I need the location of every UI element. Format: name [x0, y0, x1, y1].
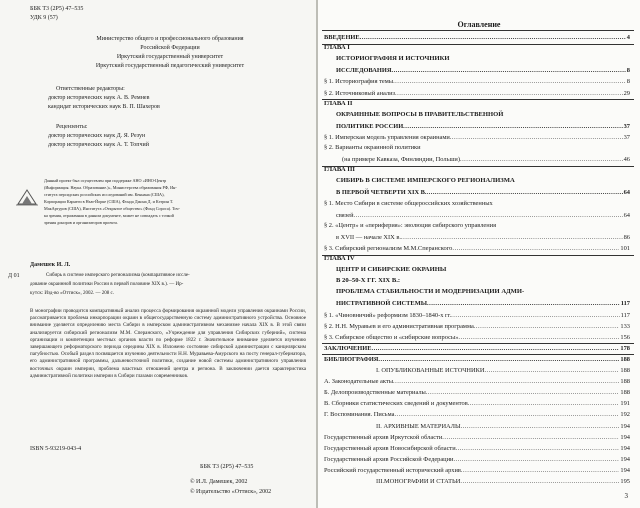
toc-entry-label: § 1. Историография темы [324, 78, 394, 86]
toc-entry-label: В ПЕРВОЙ ЧЕТВЕРТИ XIX В. [336, 189, 427, 197]
catalog-code: Д 01 [8, 273, 20, 279]
copyright-author: © И.Л. Дамешек, 2002 [190, 479, 248, 485]
toc-entry-label: в XVII — начале XIX в. [336, 233, 401, 241]
toc-entry-page: 4 [626, 34, 630, 41]
toc-rule [322, 99, 634, 100]
toc-rule [322, 166, 634, 167]
toc-heading: ЦЕНТР И СИБИРСКИЕ ОКРАИНЫ [336, 266, 447, 274]
toc-entry-page: 188 [620, 378, 630, 386]
toc-entry[interactable] [336, 299, 630, 308]
toc-entry[interactable] [324, 399, 630, 408]
right-page [318, 0, 640, 508]
abstract-text: В монографии проводится компаративный анализ процесса формирования окраинной модели управления окраинами России, рассматривается проблема инкорпорации окраин в общегосударственную систему административного устройства. Основное внимание уделяется определению места Сибири в имперском административном механизме начала XIX в. В этой связи анализируется сибирский регионализм М.М. Сперанского, «Учреждение для управления Сибирских губерний», система организации и компетенции местных органов власти по реформе 1822 г. Значительное внимание уделяется изучению завершающего реформаторского периода середины XIX в. Изложено состояние сибирской администрации с канцелярским пагубностью. Особый раздел посвящается изучению деятельности Н.Н. Муравьева-Амурского на посту генерал-губернатора, его административной программы, дальневосточной политики, создание новой системы административного управления восточных окраин империи, проблема властных отношений центра и региона. В заключении дается характеристика административной политики империи в Сибири глазами современников. [30, 308, 306, 379]
toc-leader-dots [456, 444, 620, 453]
toc-leader-dots [453, 455, 619, 464]
toc-entry-label: Государственный архив Российской Федерации [324, 455, 454, 463]
publisher-logo-icon [16, 188, 38, 206]
toc-rule [322, 44, 634, 45]
toc-entry[interactable] [336, 211, 630, 220]
editors-label: Ответственные редакторы: [56, 86, 125, 92]
toc-entry[interactable] [324, 377, 630, 386]
toc-entry-page: 156 [620, 333, 630, 341]
toc-entry[interactable] [324, 355, 630, 364]
isbn: ISBN 5-93219-043-4 [30, 446, 82, 452]
toc-entry-page: 37 [623, 122, 630, 130]
toc-leader-dots [484, 366, 619, 375]
toc-entry-label: ВВЕДЕНИЕ [324, 34, 360, 41]
toc-entry[interactable] [324, 89, 630, 98]
institution-line-3: Иркутский государственный университет [116, 54, 224, 60]
toc-heading: ГЛАВА IV [324, 255, 355, 262]
toc-entry-label: А. Законодательные акты [324, 378, 394, 386]
toc-entry[interactable] [336, 66, 630, 75]
toc-entry-page: 191 [620, 400, 630, 408]
toc-leader-dots [468, 399, 620, 408]
grant-note-1: Данный проект был осуществлен при поддержке АНО «ИНО-Центр [44, 178, 167, 183]
toc-heading: § 2. «Центр» и «периферия»: эволюция сибирского управления [324, 221, 497, 229]
toc-rule [322, 343, 634, 344]
toc-leader-dots [403, 122, 622, 131]
toc-entry-label: (на примере Кавказа, Финляндии, Польши) [342, 156, 460, 164]
author-name: Дамешек И. Л. [30, 262, 71, 268]
editor-2: кандидат исторических наук В. П. Шахеров [48, 104, 160, 110]
toc-entry-page: 194 [620, 466, 630, 474]
toc-entry-page: 195 [620, 478, 630, 485]
institution-line-4: Иркутский государственный педагогический университет [95, 63, 245, 69]
toc-heading: ГЛАВА III [324, 166, 355, 174]
toc-heading: § 1. Место Сибири в системе общероссийских хозяйственных [324, 199, 493, 207]
toc-entry-label: Государственный архив Новосибирской области [324, 444, 456, 452]
reviewer-2: доктор исторических наук А. Т. Топчий [48, 142, 149, 148]
toc-entry[interactable] [324, 311, 630, 320]
toc-entry-label: связей [336, 211, 354, 219]
toc-leader-dots [460, 155, 623, 164]
toc-leader-dots [452, 244, 619, 253]
toc-leader-dots [391, 66, 625, 75]
toc-entry-page: 86 [623, 233, 630, 241]
toc-entry-page: 117 [620, 311, 630, 319]
toc-leader-dots [458, 333, 619, 342]
toc-entry[interactable] [336, 122, 630, 131]
toc-heading: В 20–50-Х ГГ. XIX В.: [336, 277, 401, 285]
toc-entry[interactable] [324, 133, 630, 142]
grant-note-3: ститута персидских российских исследований им. Кеннана (США), [44, 192, 165, 197]
toc-leader-dots [474, 322, 620, 331]
toc-entry-page: 8 [626, 67, 630, 75]
toc-entry[interactable] [324, 410, 630, 419]
toc-entry-label: § 1. Имперская модель управления окраинами [324, 133, 450, 141]
toc-entry-label: § 3. Сибирский регионализм М.М.Сперанского [324, 244, 453, 252]
toc-entry-label: § 3. Сибирское общество и «сибирские вопросы» [324, 333, 459, 341]
toc-leader-dots [401, 233, 623, 242]
toc-entry[interactable] [324, 33, 630, 42]
toc-title: Оглавление [457, 20, 501, 29]
toc-entry-page: 64 [623, 189, 630, 197]
toc-rule [322, 255, 634, 256]
toc-entry-label: Б. Делопроизводственные материалы [324, 389, 426, 397]
toc-entry-page: 194 [620, 455, 630, 463]
toc-heading: § 2. Варианты окраинной политики [324, 144, 421, 151]
toc-leader-dots [461, 422, 620, 431]
toc-entry-label: § 1. «Чиновничий» реформизм 1830–1840-х гг. [324, 311, 452, 319]
toc-leader-dots [378, 355, 619, 364]
toc-heading: ОКРАИННЫЕ ВОПРОСЫ В ПРАВИТЕЛЬСТВЕННОЙ [336, 110, 504, 118]
toc-leader-dots [393, 377, 619, 386]
toc-entry-page: 8 [626, 78, 630, 86]
toc-entry-page: 117 [620, 300, 630, 308]
copyright-publisher: © Издательство «Оттиск», 2002 [190, 489, 272, 495]
toc-leader-dots [461, 466, 619, 475]
toc-entry-label: II. АРХИВНЫЕ МАТЕРИАЛЫ [376, 422, 461, 430]
grant-note-6: ка зрения, отраженная в данном документе, может не совпадать с точкой [44, 213, 174, 218]
toc-heading: СИБИРЬ В СИСТЕМЕ ИМПЕРСКОГО РЕГИОНАЛИЗМА [336, 177, 515, 185]
toc-leader-dots [354, 211, 623, 220]
toc-heading: ПРОБЛЕМА СТАБИЛЬНОСТИ И МОДЕРНИЗАЦИИ АДМИ- [336, 288, 525, 296]
citation-line-1: Сибирь в системе имперского регионализма (компаративное иссле- [46, 273, 190, 278]
editor-1: доктор исторических наук А. В. Ремнев [48, 95, 150, 101]
toc-entry-page: 192 [620, 411, 630, 419]
toc-leader-dots [426, 388, 620, 397]
toc-entry[interactable] [336, 188, 630, 197]
toc-entry-page: 188 [620, 355, 630, 363]
reviewer-1: доктор исторических наук Д. Я. Резун [48, 133, 146, 139]
toc-entry-label: ЗАКЛЮЧЕНИЕ [324, 344, 372, 352]
toc-entry[interactable] [376, 477, 630, 486]
toc-entry[interactable] [324, 455, 630, 464]
toc-entry-page: 194 [620, 444, 630, 452]
toc-top-rule [322, 30, 634, 31]
bbk-code: ББК Т3 (2Р5) 47–535 [30, 6, 84, 12]
toc-leader-dots [394, 410, 619, 419]
toc-entry[interactable] [336, 233, 630, 242]
toc-entry-page: 101 [620, 244, 630, 252]
toc-entry[interactable] [324, 333, 630, 342]
institution-line-2: Российской Федерации [140, 45, 200, 51]
toc-leader-dots [450, 133, 623, 142]
toc-entry-label: БИБЛИОГРАФИЯ [324, 355, 379, 363]
toc-entry-label: ИССЛЕДОВАНИЯ [336, 67, 392, 75]
toc-entry-page: 178 [620, 344, 630, 352]
toc-leader-dots [360, 33, 626, 42]
toc-leader-dots [395, 89, 623, 98]
toc-entry[interactable] [376, 422, 630, 431]
toc-entry[interactable] [342, 155, 630, 164]
toc-heading: ГЛАВА II [324, 99, 353, 107]
toc-entry[interactable] [324, 388, 630, 397]
toc-entry-page: 64 [623, 211, 630, 219]
reviewers-label: Рецензенты: [56, 124, 88, 130]
toc-entry-label: Российский государственный исторический архив [324, 466, 461, 474]
toc-leader-dots [372, 344, 620, 353]
toc-entry[interactable] [324, 244, 630, 253]
toc-entry-label: § 2. Н.Н. Муравьев и его административная программа [324, 322, 474, 330]
toc-entry[interactable] [376, 366, 630, 375]
toc-entry-label: § 2. Источниковый анализ [324, 89, 396, 97]
toc-heading: ИСТОРИОГРАФИЯ И ИСТОЧНИКИ [336, 55, 450, 63]
bbk-bottom: ББК Т3 (2Р5) 47–535 [200, 464, 254, 470]
toc-entry-page: 194 [620, 433, 630, 441]
toc-entry[interactable] [324, 433, 630, 442]
left-page [0, 0, 316, 508]
toc-entry-label: I. ОПУБЛИКОВАННЫЕ ИСТОЧНИКИ [376, 367, 485, 374]
toc-entry-label: Г. Воспоминания. Письма [324, 411, 395, 419]
toc-leader-dots [427, 188, 623, 197]
toc-entry-page: 29 [623, 89, 630, 97]
toc-heading: ГЛАВА I [324, 44, 350, 52]
toc-leader-dots [460, 477, 619, 486]
institution-line-1: Министерство общего и профессионального образования [96, 36, 244, 42]
toc-entry-label: III.МОНОГРАФИИ И СТАТЬИ [376, 478, 461, 485]
grant-note-2: (Информация. Наука. Образование.)», Министерства образования РФ, Ин- [44, 185, 177, 190]
toc-entry-label: НИСТРАТИВНОЙ СИСТЕМЫ [336, 300, 427, 308]
toc-entry-page: 133 [620, 322, 630, 330]
toc-entry-page: 188 [620, 367, 630, 374]
toc-entry[interactable] [324, 77, 630, 86]
grant-note-7: зрения доноров и организаторов проекта. [44, 220, 118, 225]
toc-entry-label: В. Сборники статистических сведений и документов [324, 400, 468, 408]
toc-entry-page: 46 [623, 156, 630, 164]
toc-entry[interactable] [324, 322, 630, 331]
toc-entry-label: Государственный архив Иркутской области [324, 433, 443, 441]
citation-line-3: кутск: Изд-во «Оттиск», 2002. — 208 с. [30, 291, 114, 296]
toc-leader-dots [442, 433, 619, 442]
toc-entry-label: ПОЛИТИКЕ РОССИИ [336, 122, 404, 130]
toc-entry[interactable] [324, 466, 630, 475]
toc-leader-dots [427, 299, 620, 308]
grant-note-5: МакАртуров (США), Института «Открытое общество» (Фонд Сороса). Точ- [44, 206, 180, 211]
toc-entry[interactable] [324, 344, 630, 353]
grant-note-4: Корпорации Карнеги в Нью-Йорке (США), Фонда Джона Д. и Кэтрин Т. [44, 199, 174, 204]
toc-leader-dots [451, 311, 619, 320]
toc-rule [322, 354, 634, 355]
toc-entry-page: 37 [623, 133, 630, 141]
toc-entry-page: 194 [620, 422, 630, 430]
toc-entry-page: 188 [620, 389, 630, 397]
udk-code: УДК 9 (57) [30, 15, 58, 21]
toc-leader-dots [393, 77, 626, 86]
page-number: 3 [624, 492, 628, 500]
toc-entry[interactable] [324, 444, 630, 453]
citation-line-2: дование окраинной политики России в первой половине XIX в.). — Ир- [30, 282, 184, 287]
